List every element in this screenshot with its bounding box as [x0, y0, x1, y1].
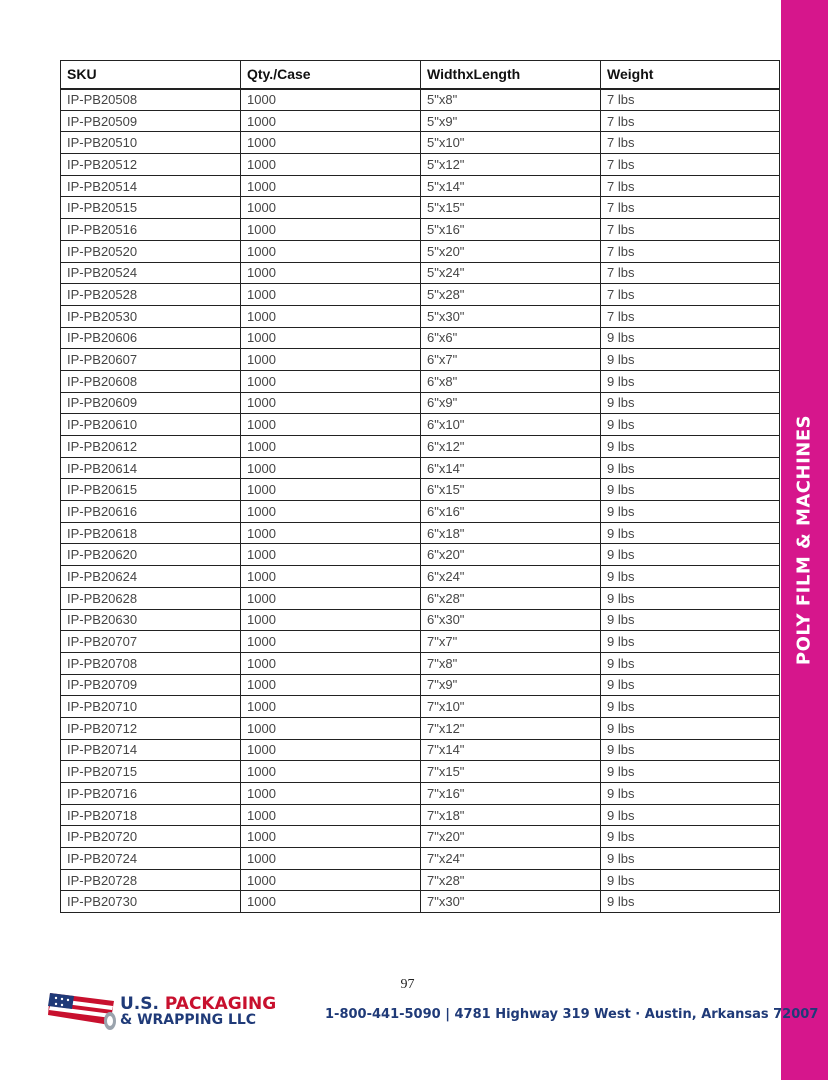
logo-text-line1: U.S. PACKAGING: [120, 994, 277, 1014]
table-row: [61, 869, 780, 891]
table-row: [61, 414, 780, 436]
cell-weight: 9 lbs: [601, 761, 780, 783]
cell-sku: IP-PB20616: [61, 501, 241, 523]
table-row: [61, 891, 780, 913]
cell-sku: IP-PB20528: [61, 284, 241, 306]
cell-width-length: 7"x24": [421, 848, 601, 870]
cell-width-length: 5"x8": [421, 89, 601, 111]
cell-width-length: 7"x8": [421, 652, 601, 674]
company-logo: [48, 985, 278, 1033]
cell-qty-case: 1000: [241, 392, 421, 414]
cell-sku: IP-PB20509: [61, 110, 241, 132]
cell-sku: IP-PB20628: [61, 587, 241, 609]
cell-width-length: 7"x14": [421, 739, 601, 761]
cell-sku: IP-PB20530: [61, 305, 241, 327]
cell-weight: 7 lbs: [601, 89, 780, 111]
table-row: [61, 132, 780, 154]
cell-qty-case: 1000: [241, 566, 421, 588]
cell-weight: 7 lbs: [601, 305, 780, 327]
cell-width-length: 5"x10": [421, 132, 601, 154]
table-row: [61, 674, 780, 696]
cell-qty-case: 1000: [241, 501, 421, 523]
table-row: [61, 761, 780, 783]
cell-width-length: 7"x28": [421, 869, 601, 891]
cell-sku: IP-PB20610: [61, 414, 241, 436]
cell-width-length: 5"x28": [421, 284, 601, 306]
cell-width-length: 6"x15": [421, 479, 601, 501]
cell-sku: IP-PB20607: [61, 349, 241, 371]
cell-width-length: 7"x30": [421, 891, 601, 913]
cell-weight: 7 lbs: [601, 154, 780, 176]
cell-qty-case: 1000: [241, 522, 421, 544]
table-row: [61, 696, 780, 718]
cell-qty-case: 1000: [241, 696, 421, 718]
cell-weight: 9 lbs: [601, 544, 780, 566]
logo-text-line2: & WRAPPING LLC: [120, 1012, 257, 1028]
cell-sku: IP-PB20716: [61, 783, 241, 805]
cell-qty-case: 1000: [241, 110, 421, 132]
cell-weight: 7 lbs: [601, 284, 780, 306]
cell-qty-case: 1000: [241, 175, 421, 197]
cell-sku: IP-PB20608: [61, 370, 241, 392]
cell-weight: 9 lbs: [601, 501, 780, 523]
cell-qty-case: 1000: [241, 327, 421, 349]
table-row: [61, 110, 780, 132]
cell-qty-case: 1000: [241, 349, 421, 371]
cell-qty-case: 1000: [241, 457, 421, 479]
table-row: [61, 219, 780, 241]
table-row: [61, 609, 780, 631]
cell-sku: IP-PB20606: [61, 327, 241, 349]
cell-weight: 9 lbs: [601, 674, 780, 696]
cell-width-length: 6"x20": [421, 544, 601, 566]
cell-weight: 9 lbs: [601, 522, 780, 544]
cell-width-length: 6"x16": [421, 501, 601, 523]
cell-weight: 9 lbs: [601, 739, 780, 761]
cell-qty-case: 1000: [241, 436, 421, 458]
cell-weight: 9 lbs: [601, 631, 780, 653]
cell-qty-case: 1000: [241, 370, 421, 392]
cell-width-length: 6"x24": [421, 566, 601, 588]
cell-sku: IP-PB20715: [61, 761, 241, 783]
flag-logo-icon: [48, 985, 120, 1033]
side-tab-label: POLY FILM & MACHINES: [793, 414, 815, 666]
cell-qty-case: 1000: [241, 609, 421, 631]
cell-qty-case: 1000: [241, 804, 421, 826]
cell-qty-case: 1000: [241, 761, 421, 783]
cell-sku: IP-PB20512: [61, 154, 241, 176]
cell-sku: IP-PB20620: [61, 544, 241, 566]
cell-width-length: 6"x8": [421, 370, 601, 392]
table-row: [61, 717, 780, 739]
header-weight: Weight: [601, 61, 780, 89]
cell-sku: IP-PB20514: [61, 175, 241, 197]
cell-weight: 9 lbs: [601, 392, 780, 414]
cell-qty-case: 1000: [241, 826, 421, 848]
cell-qty-case: 1000: [241, 739, 421, 761]
cell-weight: 7 lbs: [601, 132, 780, 154]
cell-qty-case: 1000: [241, 132, 421, 154]
table-row: [61, 284, 780, 306]
cell-qty-case: 1000: [241, 240, 421, 262]
cell-weight: 9 lbs: [601, 804, 780, 826]
cell-weight: 9 lbs: [601, 414, 780, 436]
cell-weight: 9 lbs: [601, 826, 780, 848]
cell-qty-case: 1000: [241, 891, 421, 913]
table-row: [61, 652, 780, 674]
cell-qty-case: 1000: [241, 197, 421, 219]
cell-qty-case: 1000: [241, 262, 421, 284]
cell-qty-case: 1000: [241, 848, 421, 870]
cell-width-length: 6"x12": [421, 436, 601, 458]
table-row: [61, 783, 780, 805]
cell-sku: IP-PB20730: [61, 891, 241, 913]
table-row: [61, 197, 780, 219]
cell-qty-case: 1000: [241, 414, 421, 436]
cell-qty-case: 1000: [241, 869, 421, 891]
cell-width-length: 6"x14": [421, 457, 601, 479]
cell-qty-case: 1000: [241, 674, 421, 696]
cell-weight: 9 lbs: [601, 848, 780, 870]
cell-width-length: 7"x15": [421, 761, 601, 783]
cell-width-length: 7"x18": [421, 804, 601, 826]
cell-weight: 9 lbs: [601, 436, 780, 458]
table-row: [61, 739, 780, 761]
cell-weight: 9 lbs: [601, 457, 780, 479]
cell-weight: 7 lbs: [601, 175, 780, 197]
cell-width-length: 7"x16": [421, 783, 601, 805]
cell-weight: 9 lbs: [601, 717, 780, 739]
cell-sku: IP-PB20724: [61, 848, 241, 870]
cell-qty-case: 1000: [241, 717, 421, 739]
cell-sku: IP-PB20516: [61, 219, 241, 241]
cell-sku: IP-PB20609: [61, 392, 241, 414]
table-row: [61, 436, 780, 458]
contact-info: 1-800-441-5090 | 4781 Highway 319 West · Austin, Arkansas 72007: [325, 1007, 819, 1022]
cell-weight: 7 lbs: [601, 219, 780, 241]
table-row: [61, 566, 780, 588]
table-row: [61, 262, 780, 284]
table-row: [61, 240, 780, 262]
cell-weight: 9 lbs: [601, 349, 780, 371]
cell-sku: IP-PB20508: [61, 89, 241, 111]
cell-width-length: 6"x6": [421, 327, 601, 349]
cell-qty-case: 1000: [241, 587, 421, 609]
cell-weight: 9 lbs: [601, 869, 780, 891]
cell-weight: 9 lbs: [601, 566, 780, 588]
cell-width-length: 7"x12": [421, 717, 601, 739]
cell-qty-case: 1000: [241, 154, 421, 176]
cell-weight: 9 lbs: [601, 327, 780, 349]
table-row: [61, 370, 780, 392]
cell-sku: IP-PB20618: [61, 522, 241, 544]
cell-width-length: 7"x9": [421, 674, 601, 696]
cell-width-length: 5"x15": [421, 197, 601, 219]
cell-weight: 7 lbs: [601, 110, 780, 132]
cell-weight: 9 lbs: [601, 891, 780, 913]
cell-sku: IP-PB20614: [61, 457, 241, 479]
table-row: [61, 848, 780, 870]
cell-qty-case: 1000: [241, 219, 421, 241]
header-sku: SKU: [61, 61, 241, 89]
cell-weight: 9 lbs: [601, 696, 780, 718]
cell-qty-case: 1000: [241, 783, 421, 805]
cell-weight: 9 lbs: [601, 587, 780, 609]
table-row: [61, 154, 780, 176]
product-table-container: [60, 60, 779, 913]
cell-qty-case: 1000: [241, 479, 421, 501]
cell-width-length: 6"x30": [421, 609, 601, 631]
header-width-length: WidthxLength: [421, 61, 601, 89]
cell-sku: IP-PB20624: [61, 566, 241, 588]
cell-width-length: 5"x12": [421, 154, 601, 176]
table-row: [61, 522, 780, 544]
cell-width-length: 5"x16": [421, 219, 601, 241]
cell-width-length: 5"x30": [421, 305, 601, 327]
cell-qty-case: 1000: [241, 652, 421, 674]
table-row: [61, 457, 780, 479]
table-row: [61, 327, 780, 349]
table-row: [61, 804, 780, 826]
cell-width-length: 5"x20": [421, 240, 601, 262]
cell-sku: IP-PB20708: [61, 652, 241, 674]
cell-weight: 9 lbs: [601, 479, 780, 501]
cell-weight: 9 lbs: [601, 783, 780, 805]
cell-width-length: 6"x18": [421, 522, 601, 544]
table-body: [61, 89, 780, 913]
cell-sku: IP-PB20714: [61, 739, 241, 761]
table-row: [61, 826, 780, 848]
table-row: [61, 392, 780, 414]
cell-sku: IP-PB20615: [61, 479, 241, 501]
cell-width-length: 7"x20": [421, 826, 601, 848]
table-row: [61, 631, 780, 653]
cell-sku: IP-PB20520: [61, 240, 241, 262]
cell-sku: IP-PB20718: [61, 804, 241, 826]
cell-qty-case: 1000: [241, 89, 421, 111]
cell-width-length: 7"x7": [421, 631, 601, 653]
cell-width-length: 5"x9": [421, 110, 601, 132]
table-row: [61, 89, 780, 111]
product-table: [60, 60, 780, 913]
cell-sku: IP-PB20524: [61, 262, 241, 284]
table-header-row: [61, 61, 780, 89]
cell-weight: 7 lbs: [601, 262, 780, 284]
cell-qty-case: 1000: [241, 284, 421, 306]
table-row: [61, 587, 780, 609]
cell-weight: 7 lbs: [601, 197, 780, 219]
cell-weight: 9 lbs: [601, 652, 780, 674]
cell-width-length: 6"x7": [421, 349, 601, 371]
cell-sku: IP-PB20709: [61, 674, 241, 696]
cell-width-length: 6"x28": [421, 587, 601, 609]
table-row: [61, 349, 780, 371]
cell-width-length: 7"x10": [421, 696, 601, 718]
cell-qty-case: 1000: [241, 305, 421, 327]
cell-qty-case: 1000: [241, 544, 421, 566]
header-qty-case: Qty./Case: [241, 61, 421, 89]
cell-sku: IP-PB20710: [61, 696, 241, 718]
cell-width-length: 6"x9": [421, 392, 601, 414]
cell-sku: IP-PB20720: [61, 826, 241, 848]
page-number: 97: [400, 977, 415, 992]
cell-qty-case: 1000: [241, 631, 421, 653]
table-row: [61, 501, 780, 523]
table-row: [61, 175, 780, 197]
cell-sku: IP-PB20712: [61, 717, 241, 739]
cell-weight: 9 lbs: [601, 609, 780, 631]
cell-sku: IP-PB20515: [61, 197, 241, 219]
table-row: [61, 479, 780, 501]
table-row: [61, 544, 780, 566]
cell-weight: 9 lbs: [601, 370, 780, 392]
cell-width-length: 5"x24": [421, 262, 601, 284]
cell-width-length: 6"x10": [421, 414, 601, 436]
cell-sku: IP-PB20612: [61, 436, 241, 458]
cell-sku: IP-PB20510: [61, 132, 241, 154]
cell-sku: IP-PB20728: [61, 869, 241, 891]
cell-width-length: 5"x14": [421, 175, 601, 197]
table-row: [61, 305, 780, 327]
cell-sku: IP-PB20707: [61, 631, 241, 653]
cell-sku: IP-PB20630: [61, 609, 241, 631]
cell-weight: 7 lbs: [601, 240, 780, 262]
